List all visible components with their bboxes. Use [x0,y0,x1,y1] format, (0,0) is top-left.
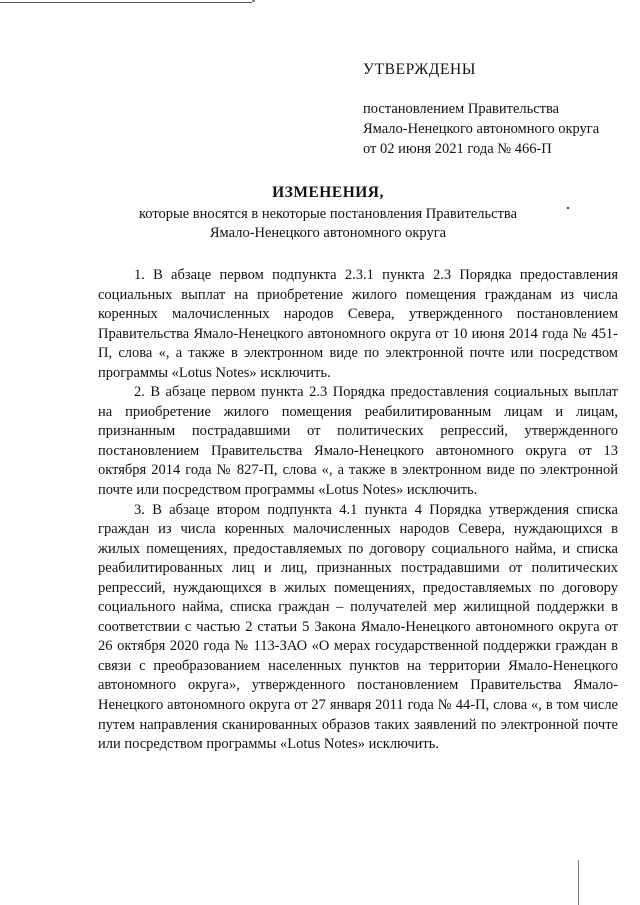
document-body [98,266,618,755]
document-subtitle-line-1: которые вносятся в некоторые постановления Правительства [138,205,518,222]
approved-label: УТВЕРЖДЕНЫ [363,61,476,78]
paragraph-1: 1. В абзаце первом подпункта 2.3.1 пункта 2.3 Порядка предоставления социальных выплат на приобретение жилого помещения гражданам из числа коренных малочисленных народов Севера, утвержденного постановлением Правительства Ямало-Ненецкого автономного округа от 10 июня 2014 года № 451-П, слова «, а также в электронном виде по электронной почте или посредством программы «Lotus Notes» исключить. [98,267,618,381]
document-heading: ИЗМЕНЕНИЯ, [272,184,384,201]
document-subtitle-line-2: Ямало-Ненецкого автономного округа [209,225,447,241]
paragraph-3: 3. В абзаце втором подпункта 4.1 пункта 4 Порядка утверждения списка граждан из числа коренных малочисленных народов Севера, нуждающихся в жилых помещениях, предоставляемых по договору социального найма, и списка реабилитированных лиц и лиц, признанных пострадавшими от политических репрессий, нуждающихся в жилых помещениях, предоставляемых по договору социального найма, списка граждан – получателей мер жилищной поддержки в соответствии с частью 2 статьи 5 Закона Ямало-Ненецкого автономного округа от 26 октября 2020 года № 113-ЗАО «О мерах государственной поддержки граждан в связи с преобразованием населенных пунктов на территории Ямало-Ненецкого автономного округа», утвержденного постановлением Правительства Ямало-Ненецкого автономного округа от 27 января 2011 года № 44-П, слова «, в том числе путем направления сканированных образов таких заявлений по электронной почте или посредством программы «Lotus Notes» исключить. [98,501,618,753]
approval-line-1: постановлением Правительства [363,101,560,117]
approval-line-3: от 02 июня 2021 года № 466-П [363,141,552,157]
scan-artifact-mark [567,207,569,209]
document-title-block [98,183,558,244]
scan-artifact-top-dot [252,0,255,2]
approval-stamp-block [363,60,633,159]
paragraph-2: 2. В абзаце первом пункта 2.3 Порядка предоставления социальных выплат на приобретение жилого помещения реабилитированным лицам и лицам, признанным пострадавшими от политических репрессий, утвержденного постановлением Правительства Ямало-Ненецкого автономного округа от 13 октября 2014 года № 827-П, слова «, а также в электронном виде по электронной почте или посредством программы «Lotus Notes» исключить. [98,384,618,499]
approval-line-2: Ямало-Ненецкого автономного округа [363,121,600,137]
scan-artifact-top-line [0,2,252,3]
scan-artifact-bottom-line [578,860,579,905]
